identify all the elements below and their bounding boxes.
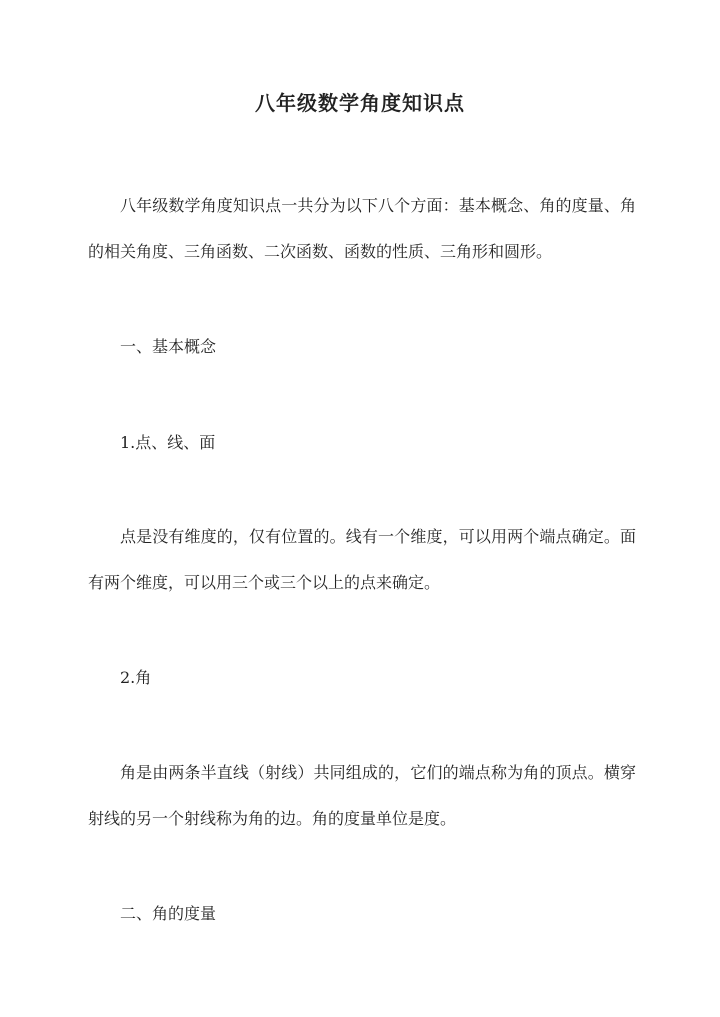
subsection-heading-angle: 2.角 <box>120 668 152 687</box>
document-title: 八年级数学角度知识点 <box>255 91 465 115</box>
subsection-heading-point-line-plane: 1.点、线、面 <box>120 433 216 452</box>
point-line-plane-paragraph: 点是没有维度的，仅有位置的。线有一个维度，可以用两个端点确定。面有两个维度，可以用三个或三个以上的点来确定。 <box>88 527 636 592</box>
intro-paragraph: 八年级数学角度知识点一共分为以下八个方面：基本概念、角的度量、角的相关角度、三角函数、二次函数、函数的性质、三角形和圆形。 <box>88 196 636 261</box>
angle-paragraph: 角是由两条半直线（射线）共同组成的，它们的端点称为角的顶点。横穿射线的另一个射线称为角的边。角的度量单位是度。 <box>88 763 636 828</box>
section-heading-angle-measurement: 二、角的度量 <box>120 904 217 923</box>
section-heading-basic-concepts: 一、基本概念 <box>120 337 217 356</box>
